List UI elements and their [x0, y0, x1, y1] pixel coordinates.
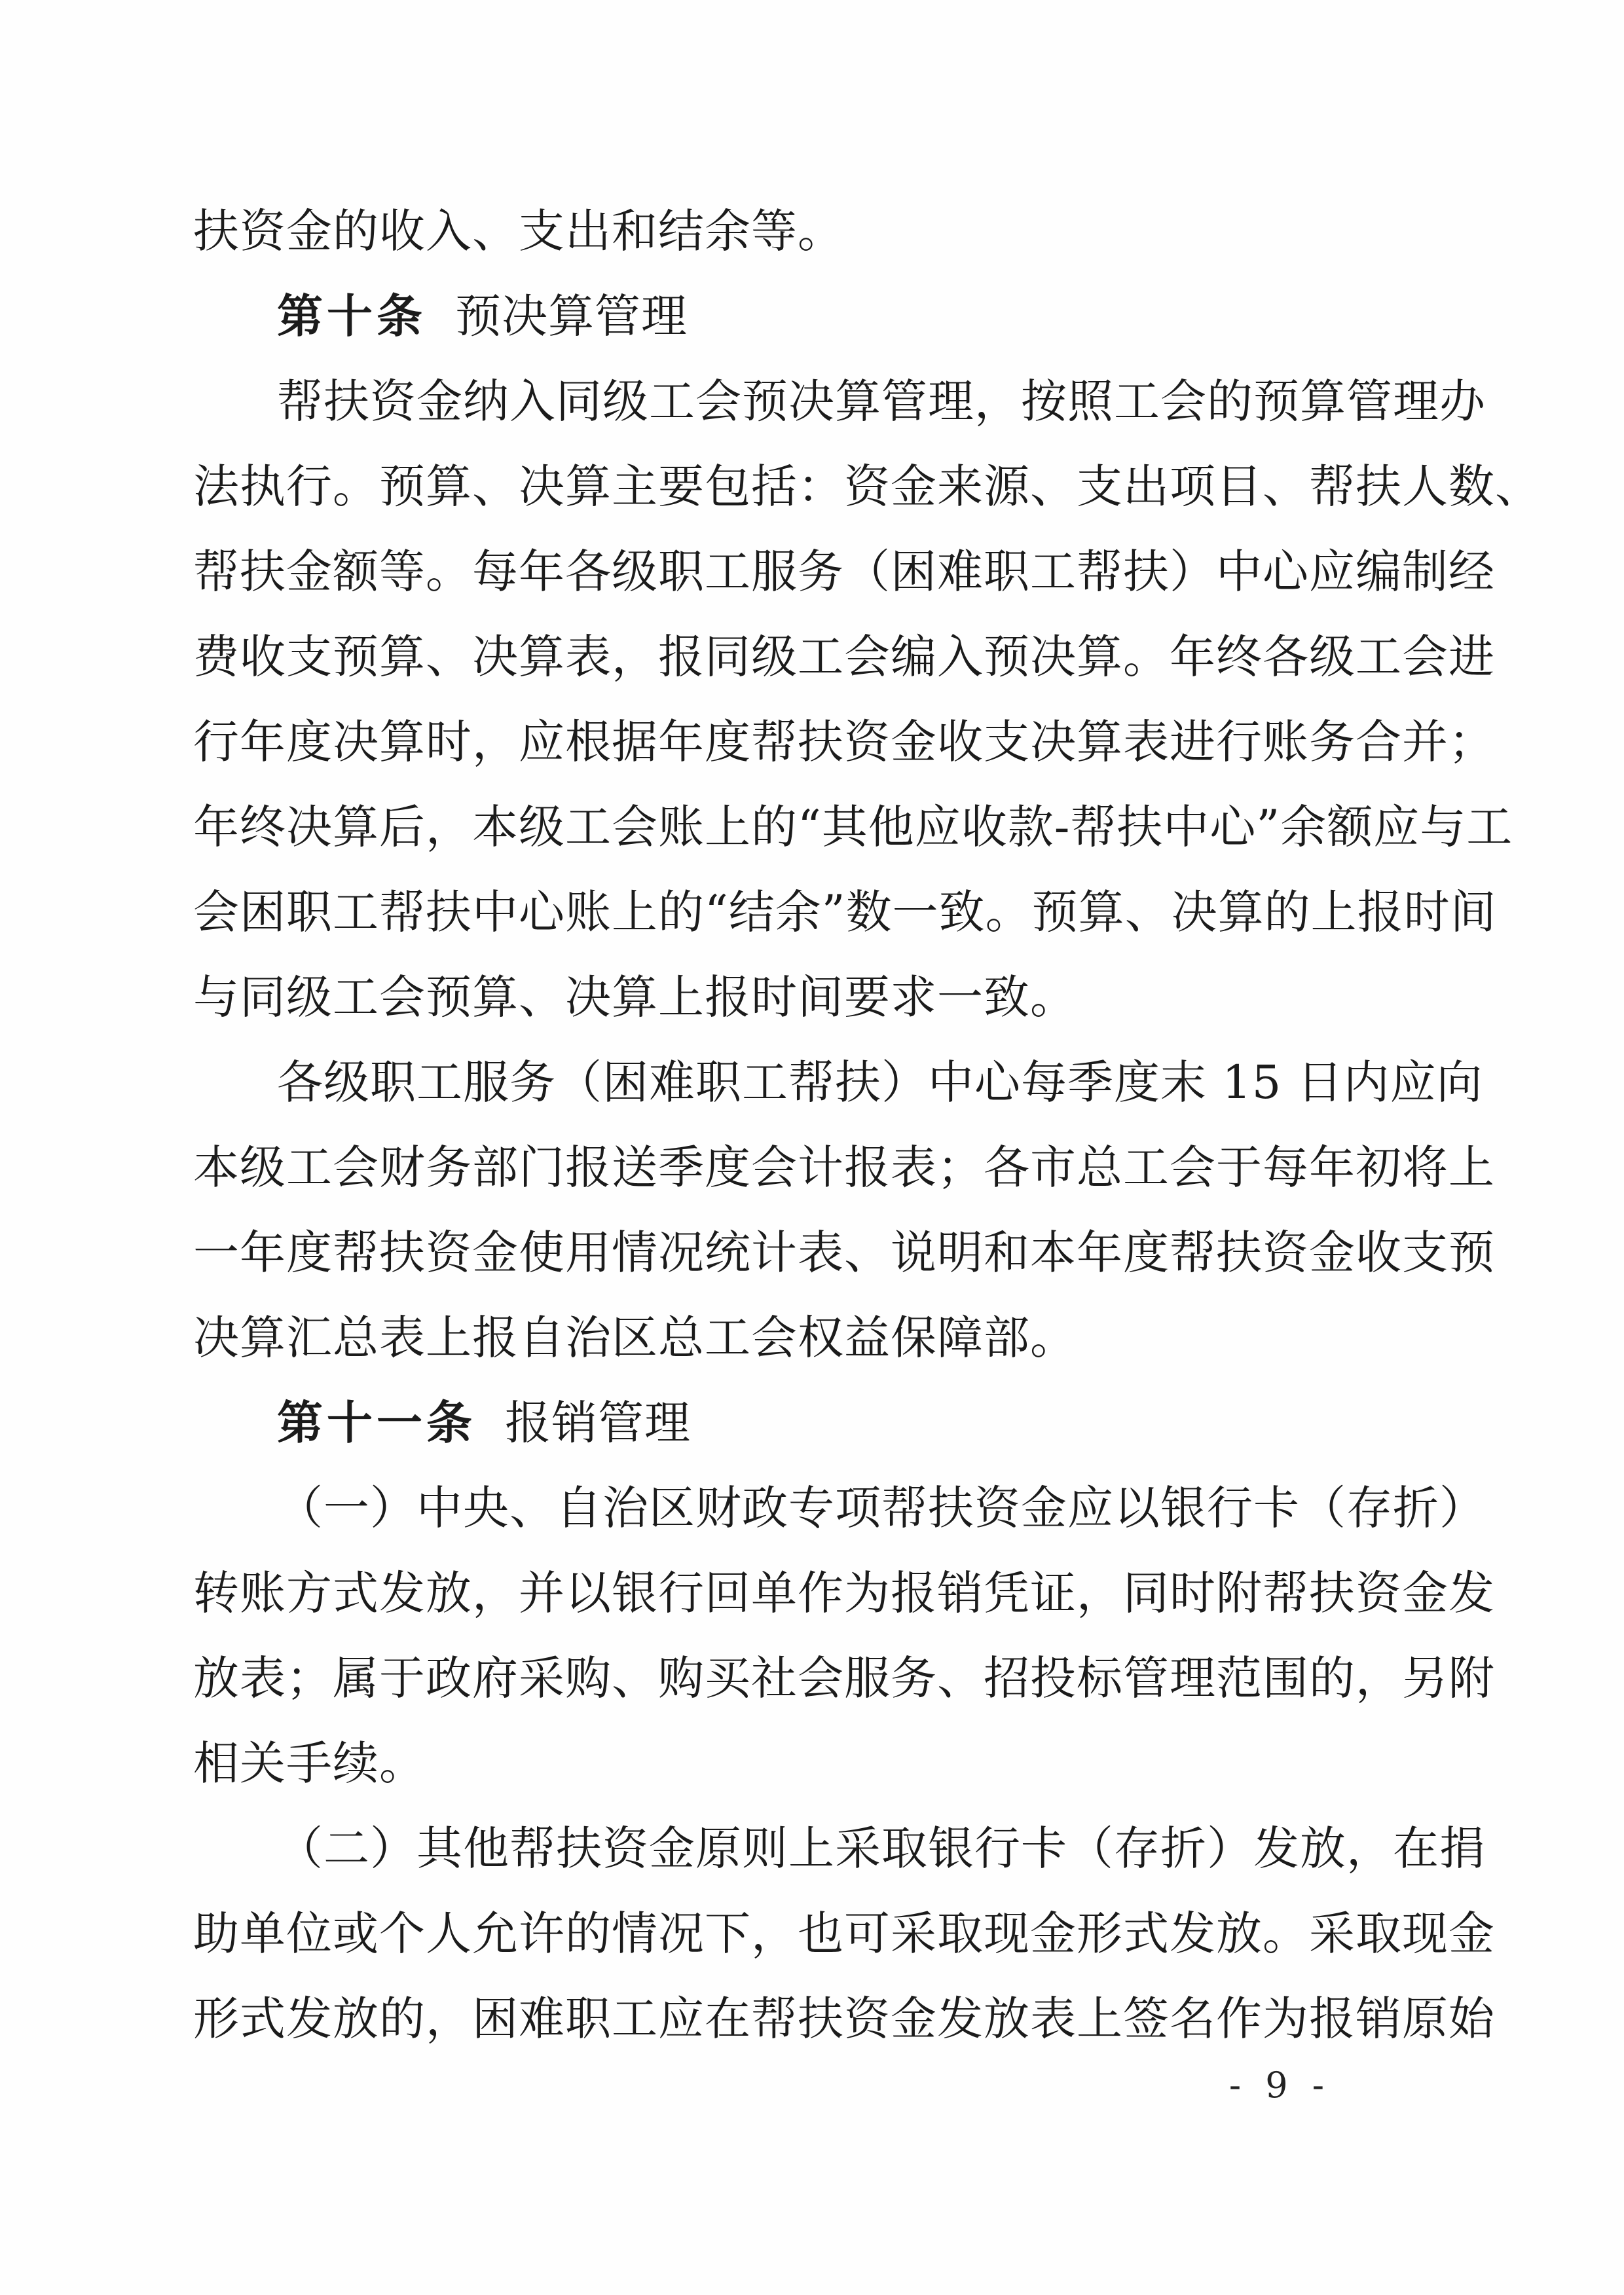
text-line: 决算汇总表上报自治区总工会权益保障部。 [193, 1311, 1077, 1365]
article-number: 第十条 [277, 289, 426, 343]
text-line: 本级工会财务部门报送季度会计报表；各市总工会于每年初将上 [193, 1141, 1495, 1194]
text-line: （二）其他帮扶资金原则上采取银行卡（存折）发放，在捐 [277, 1822, 1486, 1875]
text-line: 扶资金的收入、支出和结余等。 [193, 204, 844, 258]
text-line: 相关手续。 [193, 1736, 426, 1790]
article-heading-line [193, 1380, 1434, 1465]
document-body [193, 189, 1541, 2061]
text-line: 各级职工服务（困难职工帮扶）中心每季度末 15 日内应向 [277, 1056, 1483, 1109]
article-title: 预决算管理 [455, 289, 688, 343]
text-line: 一年度帮扶资金使用情况统计表、说明和本年度帮扶资金收支预 [193, 1226, 1495, 1279]
text-line: 行年度决算时，应根据年度帮扶资金收支决算表进行账务合并； [193, 715, 1495, 769]
text-line: 帮扶金额等。每年各级职工服务（困难职工帮扶）中心应编制经 [193, 545, 1495, 598]
text-line: 转账方式发放，并以银行回单作为报销凭证，同时附帮扶资金发 [193, 1566, 1495, 1620]
text-line: 年终决算后，本级工会账上的“其他应收款-帮扶中心”余额应与工 [193, 800, 1513, 854]
text-line: （一）中央、自治区财政专项帮扶资金应以银行卡（存折） [277, 1481, 1486, 1535]
text-line: 形式发放的，困难职工应在帮扶资金发放表上签名作为报销原始 [193, 1992, 1495, 2046]
article-title: 报销管理 [505, 1396, 691, 1450]
text-line: 放表；属于政府采购、购买社会服务、招投标管理范围的，另附 [193, 1651, 1495, 1705]
text-line: 与同级工会预算、决算上报时间要求一致。 [193, 970, 1077, 1024]
text-line: 法执行。预算、决算主要包括：资金来源、支出项目、帮扶人数、 [193, 460, 1541, 513]
text-line: 费收支预算、决算表，报同级工会编入预决算。年终各级工会进 [193, 630, 1495, 684]
text-line: 会困职工帮扶中心账上的“结余”数一致。预算、决算的上报时间 [193, 885, 1497, 939]
text-line: 助单位或个人允许的情况下，也可采取现金形式发放。采取现金 [193, 1907, 1495, 1960]
text-line: 帮扶资金纳入同级工会预决算管理，按照工会的预算管理办 [277, 375, 1486, 428]
page-number: - 9 - [1228, 2065, 1331, 2106]
article-number: 第十一条 [277, 1395, 476, 1450]
article-heading-line [193, 274, 1434, 359]
